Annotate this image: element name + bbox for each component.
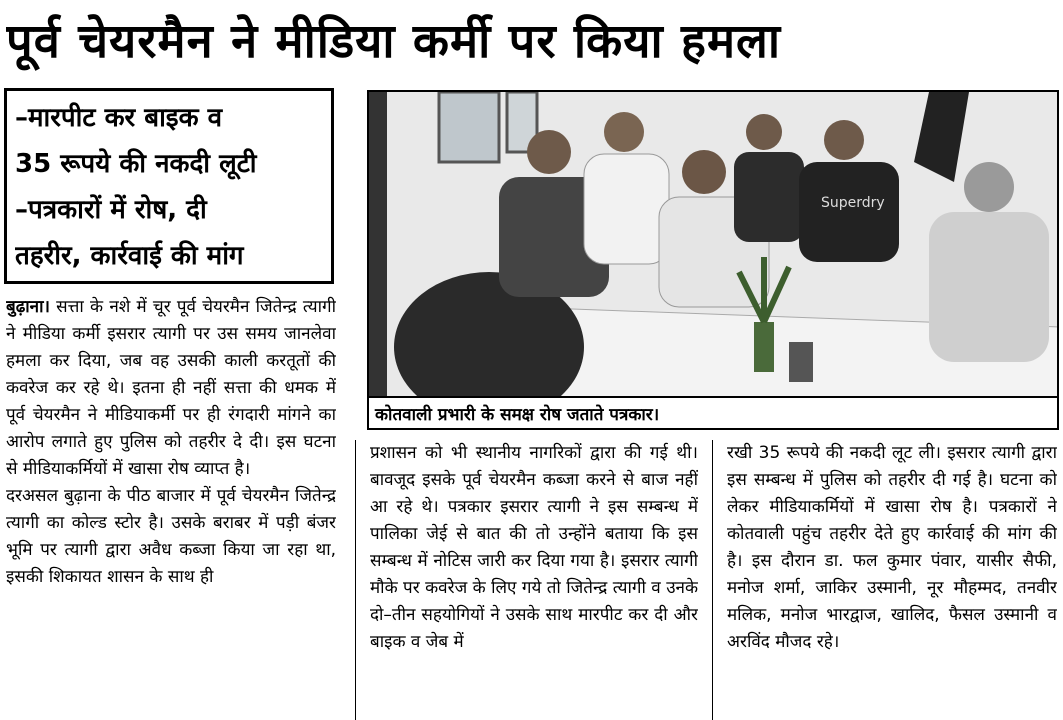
headline: पूर्व चेयरमैन ने मीडिया कर्मी पर किया हमला	[6, 14, 782, 69]
column-divider	[712, 440, 713, 720]
column-divider	[355, 440, 356, 720]
subheading-box	[4, 88, 334, 284]
subheading-line: 35 रूपये की नकदी लूटी	[15, 149, 257, 179]
photo-caption: कोतवाली प्रभारी के समक्ष रोष जताते पत्रकार।	[367, 398, 1059, 430]
news-photo	[367, 90, 1059, 398]
paragraph-text: सत्ता के नशे में चूर पूर्व चेयरमैन जितेन्द्र त्यागी ने मीडिया कर्मी इसरार त्यागी पर उस समय जानलेवा हमला कर दिया, जब वह उसकी काली करतूतों की कवरेज कर रहे थे। इतना ही नहीं सत्ता की धमक में पूर्व चेयरमैन ने मीडियाकर्मी पर ही रंगदारी मांगने का आरोप लगाते हुए पुलिस को तहरीर दे दी। इस घटना से मीडियाकर्मियों में खासा रोष व्याप्त है।	[6, 297, 336, 479]
paragraph	[6, 294, 336, 483]
shirt-text: Superdry	[821, 195, 885, 211]
subheading-line: –पत्रकारों में रोष, दी	[15, 195, 207, 225]
paragraph: प्रशासन को भी स्थानीय नागरिकों द्वारा की गई थी। बावजूद इसके पूर्व चेयरमैन कब्जा करने से बाज नहीं आ रहे थे। पत्रकार इसरार त्यागी ने इस सम्बन्ध में पालिका जेई से बात की तो उन्होंने बताया कि इस सम्बन्ध में नोटिस जारी कर दिया गया है। इसरार त्यागी मौके पर कवरेज के लिए गये तो जितेन्द्र त्यागी व उनके दो–तीन सहयोगियों ने उसके साथ मारपीट कर दी और बाइक व जेब में	[370, 443, 698, 652]
paragraph: रखी 35 रूपये की नकदी लूट ली। इसरार त्यागी द्वारा इस सम्बन्ध में पुलिस को तहरीर दी गई है। घटना को लेकर मीडियाकर्मियों में खासा रोष है। पत्रकारों ने कोतवाली पहुंच तहरीर देते हुए कार्रवाई की मांग की है। इस दौरान डा. फल कुमार पंवार, यासीर सैफी, मनोज शर्मा, जाकिर उस्मानी, नूर मौहम्मद, तनवीर मलिक, मनोज भारद्वाज, खालिद, फैसल उस्मानी व अरविंद मौजद रहे।	[727, 443, 1057, 652]
dateline: बुढ़ाना।	[6, 297, 50, 317]
photo-illustration	[369, 92, 1059, 398]
paragraph: दरअसल बुढ़ाना के पीठ बाजार में पूर्व चेयरमैन जितेन्द्र त्यागी का कोल्ड स्टोर है। उसके बराबर में पड़ी बंजर भूमि पर त्यागी द्वारा अवैध कब्जा किया जा रहा था, इसकी शिकायत शासन के साथ ही	[6, 486, 336, 587]
subheading-line: –मारपीट कर बाइक व	[15, 103, 223, 133]
article-column-1	[6, 294, 336, 720]
subheading-line: तहरीर, कार्रवाई की मांग	[15, 241, 244, 271]
article-column-3	[727, 440, 1057, 720]
article-column-2	[370, 440, 698, 720]
